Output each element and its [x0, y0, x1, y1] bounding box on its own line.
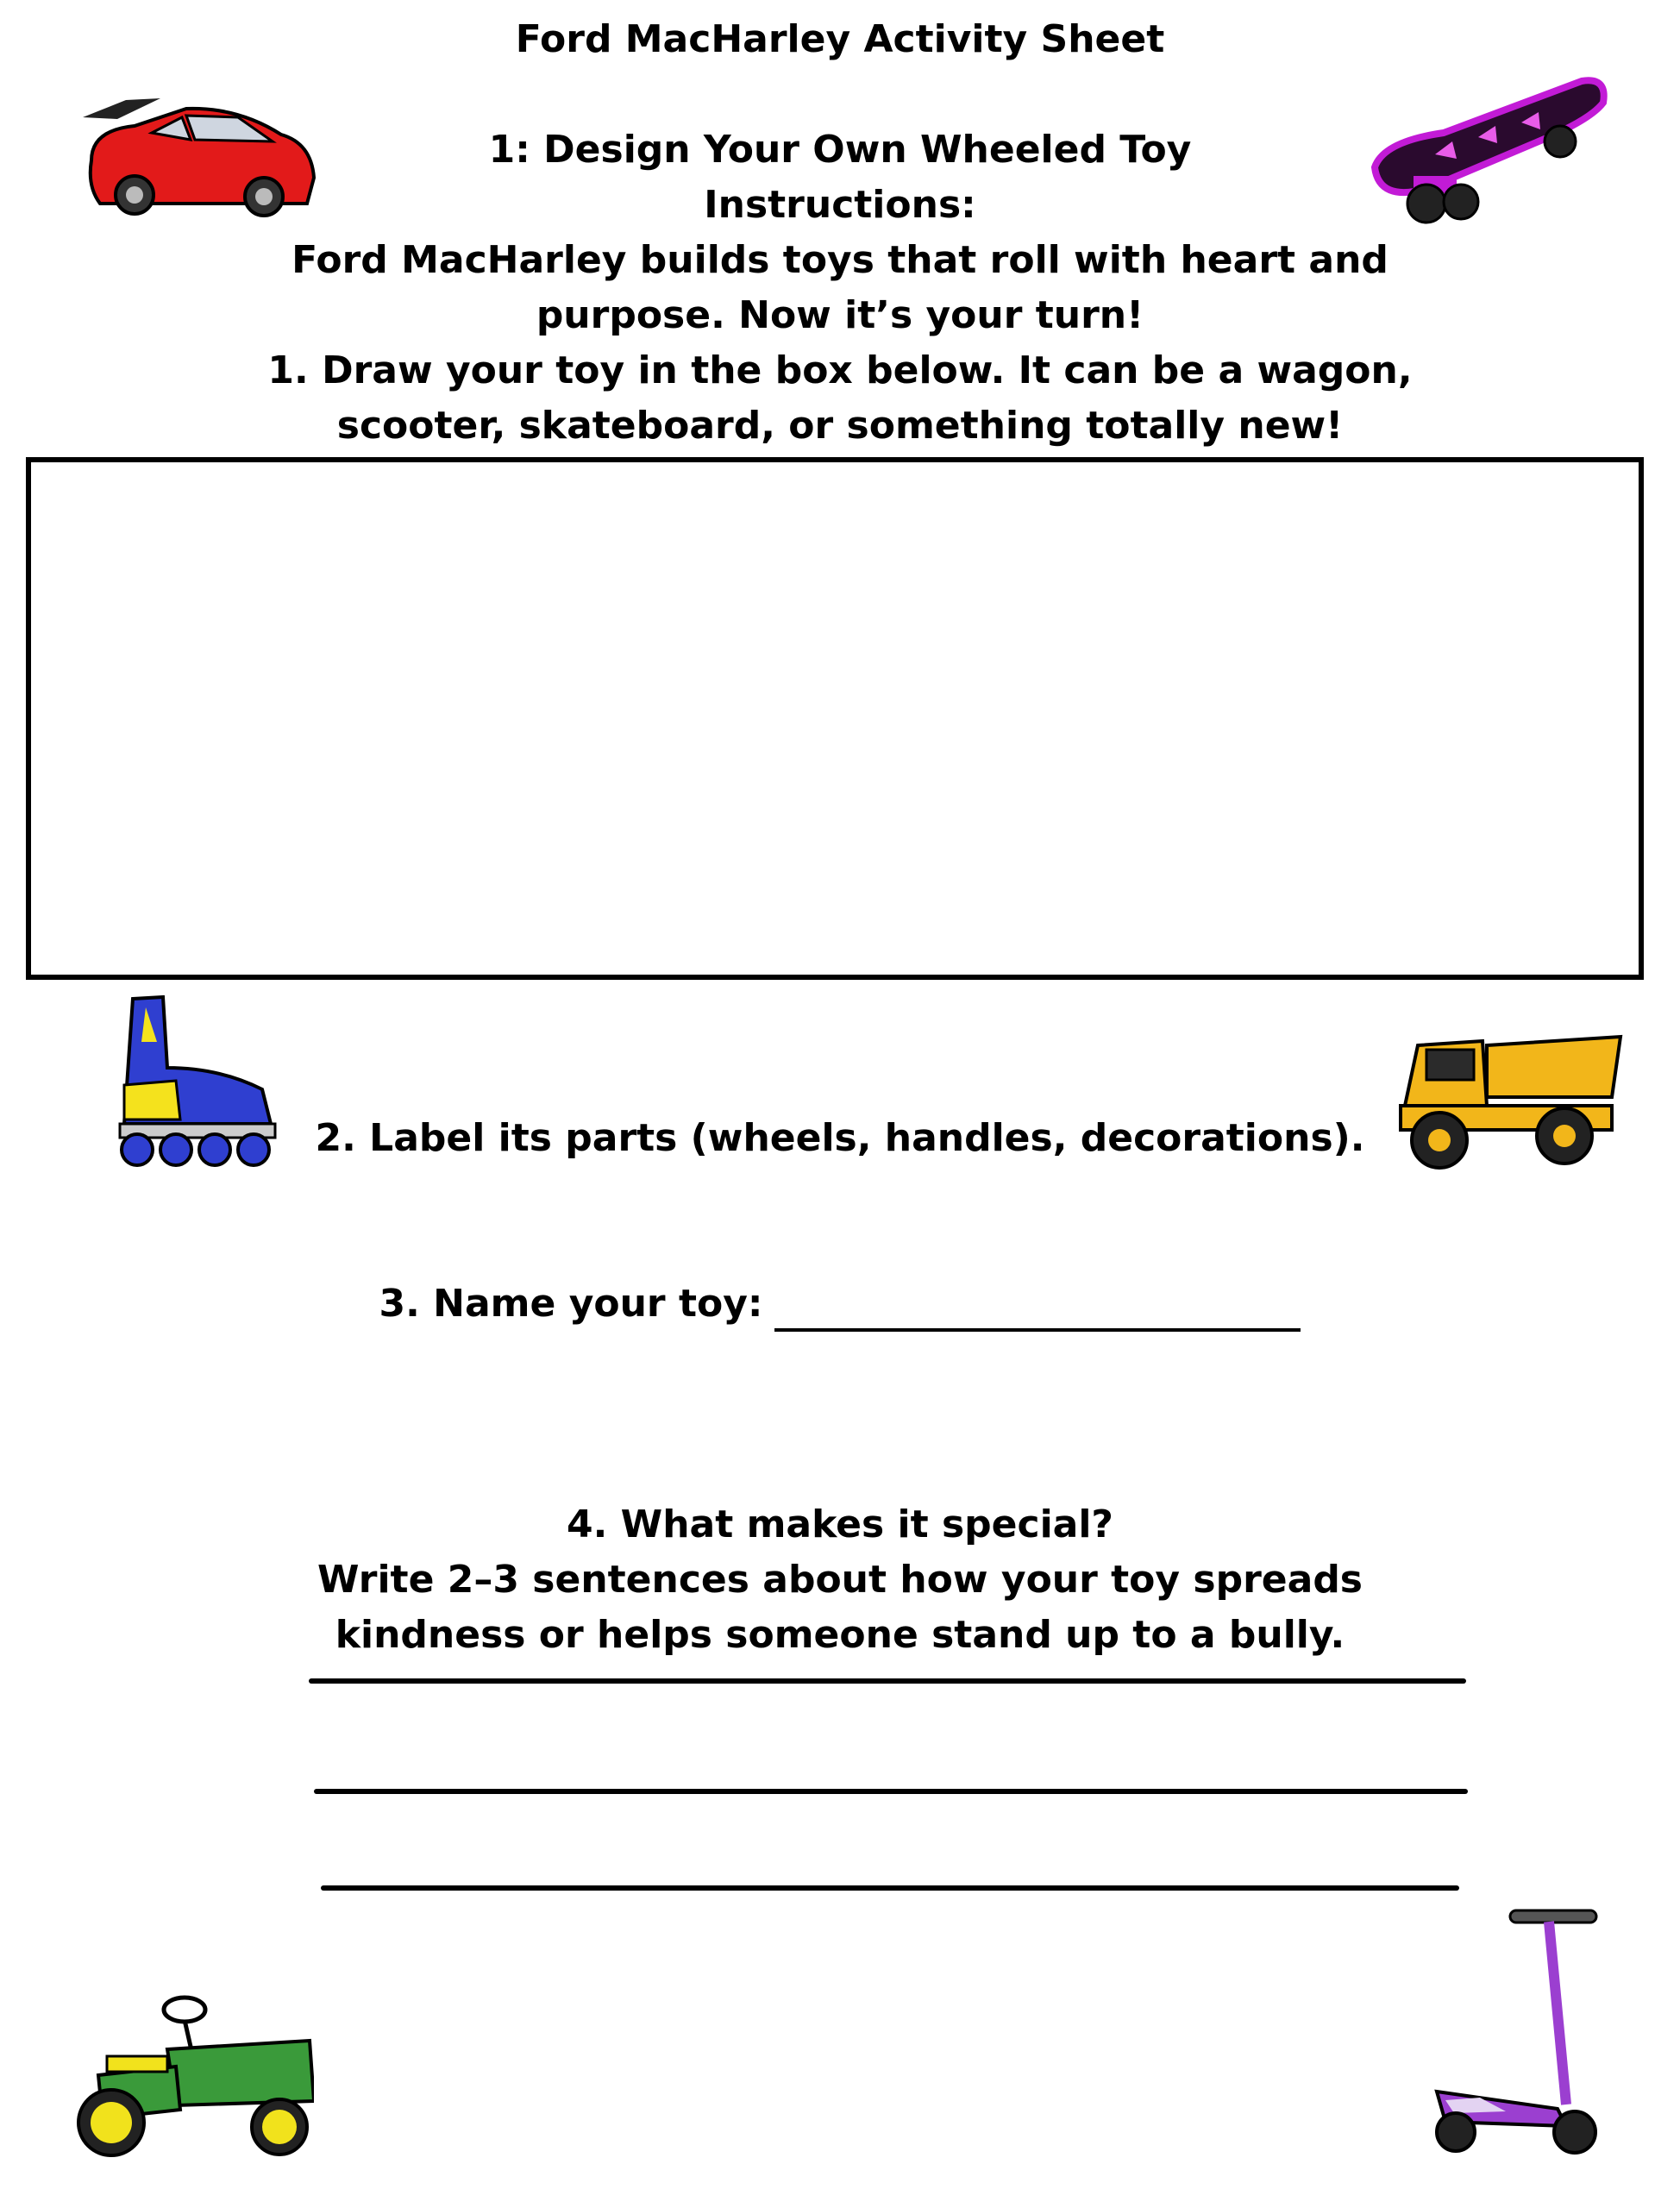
instructions-label: Instructions:: [704, 183, 976, 227]
writing-line-3[interactable]: [321, 1885, 1459, 1891]
step4-line-2: kindness or helps someone stand up to a bully.: [335, 1613, 1345, 1657]
step1-line-2: scooter, skateboard, or something totally new!: [336, 404, 1344, 448]
step4-line-1: Write 2–3 sentences about how your toy spreads: [317, 1558, 1363, 1602]
step2-text: 2. Label its parts (wheels, handles, decorations).: [315, 1116, 1365, 1160]
blue-inline-skate-icon: [98, 990, 283, 1171]
writing-line-2[interactable]: [314, 1789, 1468, 1794]
yellow-dump-truck-icon: [1392, 1011, 1625, 1175]
sheet-title: Ford MacHarley Activity Sheet: [515, 17, 1165, 61]
drawing-box[interactable]: [26, 457, 1644, 980]
purple-skateboard-icon: [1366, 72, 1609, 228]
step3-row: [0, 1276, 1680, 1332]
step3-label: 3. Name your toy:: [379, 1282, 763, 1326]
step1-line-1: 1. Draw your toy in the box below. It can be a wagon,: [267, 348, 1413, 392]
purple-scooter-icon: [1428, 1906, 1613, 2161]
section-heading: 1: Design Your Own Wheeled Toy: [488, 128, 1192, 172]
writing-line-1[interactable]: [309, 1678, 1466, 1684]
toy-name-line[interactable]: [774, 1294, 1301, 1332]
step4-heading: 4. What makes it special?: [567, 1502, 1113, 1546]
intro-line-2: purpose. Now it’s your turn!: [536, 293, 1144, 337]
intro-line-1: Ford MacHarley builds toys that roll with heart and: [291, 238, 1389, 282]
red-sports-car-icon: [66, 83, 321, 221]
green-pedal-tractor-icon: [72, 1989, 314, 2158]
